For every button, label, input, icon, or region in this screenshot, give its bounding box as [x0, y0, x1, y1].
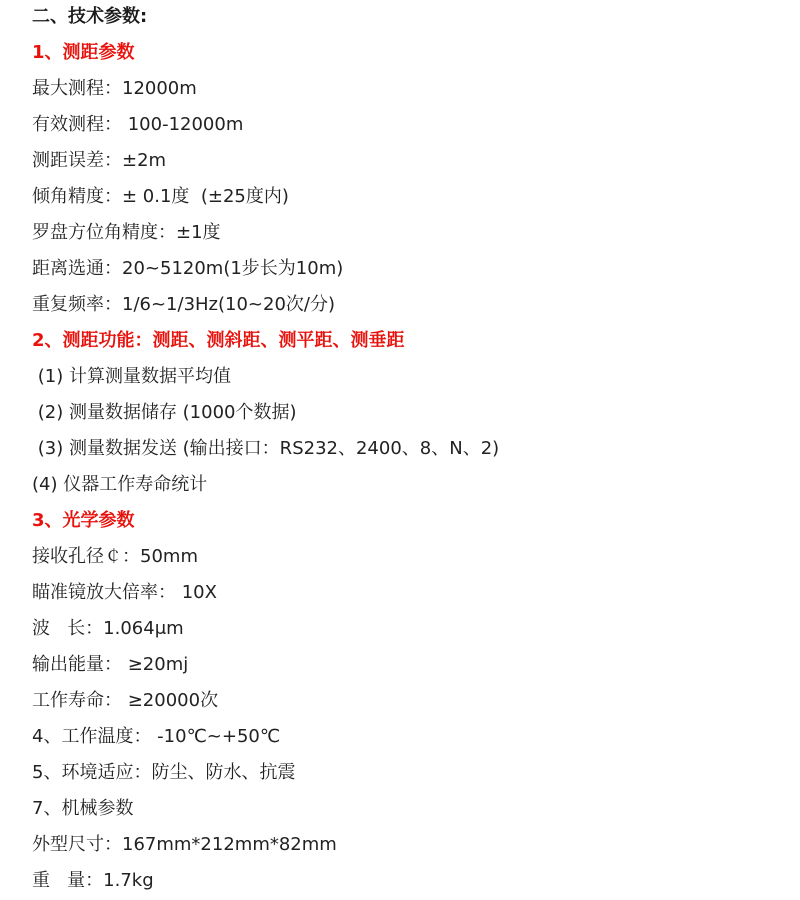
spec-line: (3) 测量数据发送 (输出接口：RS232、2400、8、N、2): [32, 438, 500, 459]
spec-line: 有效测程： 100-12000m: [32, 114, 244, 135]
spec-line: (1) 计算测量数据平均值: [32, 366, 231, 387]
spec-line: 7、机械参数: [32, 798, 134, 819]
spec-line: 罗盘方位角精度：±1度: [32, 222, 221, 243]
spec-line: 5、环境适应：防尘、防水、抗震: [32, 762, 296, 783]
spec-line: 外型尺寸：167mm*212mm*82mm: [32, 834, 337, 855]
spec-line: 重 量：1.7kg: [32, 870, 154, 891]
spec-line: 距离选通：20~5120m(1步长为10m): [32, 258, 344, 279]
spec-document: [32, 0, 792, 899]
spec-line: 测距误差：±2m: [32, 150, 167, 171]
section-heading-technical-params: 二、技术参数:: [32, 6, 148, 27]
spec-line: 接收孔径￠：50mm: [32, 546, 198, 567]
spec-line: 4、工作温度： -10℃~+50℃: [32, 726, 281, 747]
spec-line: 倾角精度：± 0.1度 (±25度内): [32, 186, 289, 207]
spec-line: 瞄准镜放大倍率： 10X: [32, 582, 217, 603]
section-heading: 1、测距参数: [32, 42, 135, 63]
section-heading: 3、光学参数: [32, 510, 135, 531]
spec-line: (2) 测量数据储存 (1000个数据): [32, 402, 297, 423]
spec-line: 输出能量： ≥20mj: [32, 654, 189, 675]
spec-line: 波 长：1.064μm: [32, 618, 184, 639]
section-heading: 2、测距功能：测距、测斜距、测平距、测垂距: [32, 330, 405, 351]
spec-line: 重复频率：1/6~1/3Hz(10~20次/分): [32, 294, 336, 315]
spec-line: 最大测程：12000m: [32, 78, 197, 99]
spec-line: (4) 仪器工作寿命统计: [32, 474, 208, 495]
spec-line: 工作寿命： ≥20000次: [32, 690, 219, 711]
spec-lines: [32, 35, 792, 899]
